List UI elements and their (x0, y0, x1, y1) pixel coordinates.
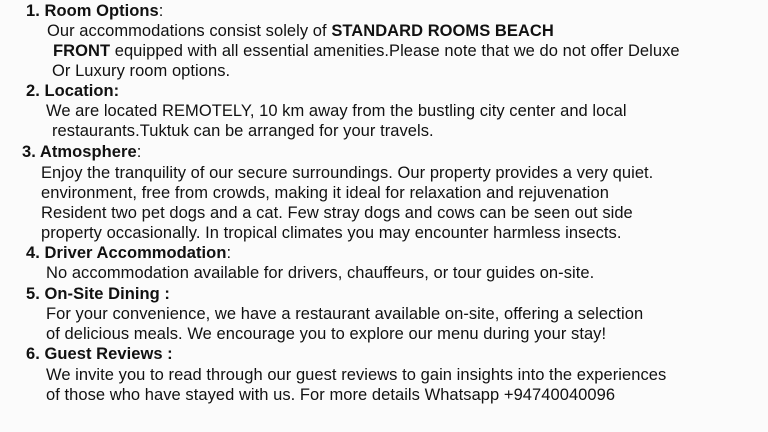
section-1-title-suffix: : (158, 2, 164, 20)
section-6-heading (26, 344, 173, 364)
section-3-line-3: Resident two pet dogs and a cat. Few stray dogs and cows can be seen out side (41, 204, 633, 222)
section-1-number: 1. (26, 2, 40, 20)
section-3-line-1: Enjoy the tranquility of our secure surroundings. Our property provides a very quiet. (41, 164, 654, 182)
section-6-line-2: of those who have stayed with us. For more details Whatsapp +94740040096 (46, 386, 616, 404)
section-1-heading (26, 1, 163, 21)
section-1-line-3: Or Luxury room options. (52, 62, 231, 80)
room-type-highlight-cont: FRONT (53, 42, 111, 60)
section-3-title: Atmosphere (39, 143, 137, 161)
room-type-highlight: STANDARD ROOMS BEACH (331, 22, 554, 40)
section-6-title: Guest Reviews : (44, 345, 173, 363)
section-2-title: Location: (44, 82, 120, 100)
section-2-number: 2. (26, 82, 40, 100)
section-1-title: Room Options (44, 2, 159, 20)
section-1-line-1: Our accommodations consist solely of STANDARD ROOMS BEACH (47, 22, 554, 40)
section-2-line-2: restaurants.Tuktuk can be arranged for your travels. (52, 122, 434, 140)
section-5-number: 5. (26, 285, 40, 303)
section-4-title: Driver Accommodation (44, 244, 227, 262)
section-5-line-2: of delicious meals. We encourage you to explore our menu during your stay! (46, 325, 607, 343)
section-2-heading (26, 81, 119, 101)
section-5-title: On-Site Dining : (44, 285, 170, 303)
section-6-line-1: We invite you to read through our guest reviews to gain insights into the experiences (46, 366, 667, 384)
section-4-number: 4. (26, 244, 40, 262)
section-3-number: 3. (22, 143, 36, 161)
section-3-line-2: environment, free from crowds, making it ideal for relaxation and rejuvenation (41, 184, 609, 202)
section-5-heading (26, 284, 170, 304)
section-4-title-suffix: : (226, 244, 232, 262)
section-3-title-suffix: : (136, 143, 142, 161)
section-5-line-1: For your convenience, we have a restaurant available on-site, offering a selection (46, 305, 644, 323)
section-3-line-4: property occasionally. In tropical climates you may encounter harmless insects. (41, 224, 622, 242)
section-3-heading (22, 142, 141, 162)
section-4-heading (26, 243, 231, 263)
section-4-line-1: No accommodation available for drivers, chauffeurs, or tour guides on-site. (46, 264, 595, 282)
section-1-line-2: FRONT equipped with all essential amenities.Please note that we do not offer Deluxe (53, 42, 680, 60)
section-6-number: 6. (26, 345, 40, 363)
section-2-line-1: We are located REMOTELY, 10 km away from the bustling city center and local (46, 102, 627, 120)
